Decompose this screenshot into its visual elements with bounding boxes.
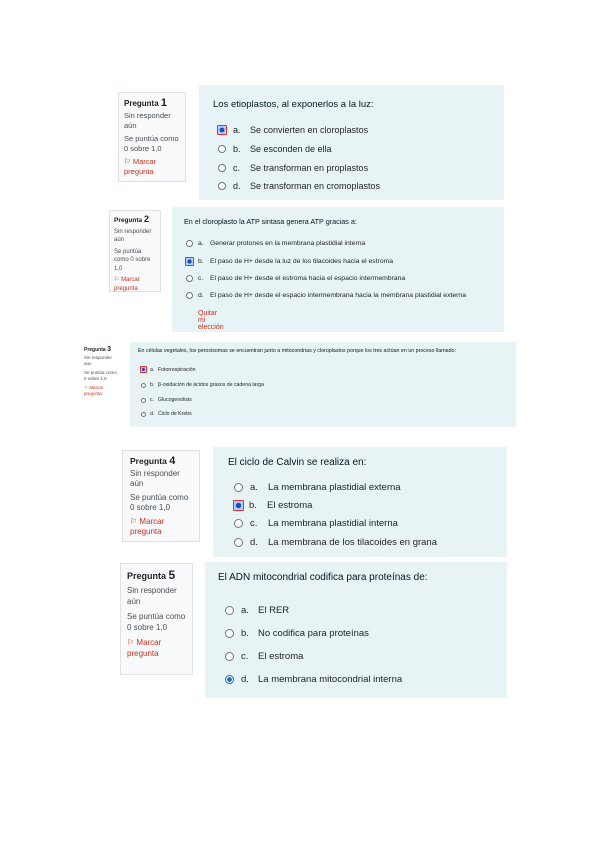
answer-option-d[interactable]: d. La membrana de los tilacoides en grana: [234, 537, 437, 548]
flag-question-link[interactable]: ⚐ Marcar pregunta: [124, 157, 157, 176]
question-score: Se puntúa como 0 sobre 1,0: [114, 248, 151, 272]
radio-icon[interactable]: [218, 182, 226, 190]
answer-option-d[interactable]: d. El paso de H+ desde el espacio intermembrana hacia la membrana plastidial externa: [186, 292, 466, 299]
radio-selected-icon[interactable]: [225, 675, 234, 684]
question-title: Pregunta 1: [124, 97, 168, 109]
question-score: Se puntúa como 0 sobre 1,0: [84, 369, 117, 381]
flag-icon: ⚐: [114, 277, 120, 283]
flag-icon: ⚐: [130, 516, 138, 526]
answer-option-b[interactable]: b. El estroma: [233, 500, 312, 511]
question-title: Pregunta 3: [84, 346, 111, 353]
question-score: Se puntúa como 0 sobre 1,0: [130, 492, 189, 512]
radio-icon[interactable]: [218, 164, 226, 172]
radio-icon[interactable]: [225, 652, 234, 661]
question-text: El ciclo de Calvin se realiza en:: [228, 457, 367, 468]
question-info: [122, 450, 200, 542]
answer-option-c[interactable]: c. Se transforman en proplastos: [218, 163, 368, 173]
answer-option-c[interactable]: c. La membrana plastidial interna: [234, 518, 398, 529]
radio-icon[interactable]: [234, 483, 243, 492]
answer-option-c[interactable]: c. El paso de H+ desde el estroma hacia el espacio intermembrana: [186, 275, 405, 282]
clear-choice-link[interactable]: Quitar mi elección: [198, 310, 224, 331]
radio-marked-icon[interactable]: [140, 366, 147, 373]
answer-option-a[interactable]: a. La membrana plastidial externa: [234, 482, 401, 493]
question-info: [120, 563, 193, 675]
question-title: Pregunta 2: [114, 214, 149, 224]
question-info: [118, 92, 186, 182]
radio-icon[interactable]: [218, 145, 226, 153]
flag-question-link[interactable]: ⚐ Marcar pregunta: [114, 277, 140, 292]
radio-icon[interactable]: [141, 412, 146, 417]
radio-icon[interactable]: [141, 383, 146, 388]
radio-marked-icon[interactable]: [185, 257, 194, 266]
radio-icon[interactable]: [186, 240, 193, 247]
answer-option-a[interactable]: a. Generar protones en la membrana plastidial interna: [186, 240, 365, 247]
flag-icon: ⚐: [127, 638, 135, 647]
flag-question-link[interactable]: ⚐ Marcar pregunta: [84, 384, 104, 396]
question-text: En células vegetales, los peroxisomas se encuentran junto a mitocondrias y cloroplastos porque los tres actúan en un proceso llamado:: [138, 348, 456, 354]
flag-question-link[interactable]: ⚐ Marcar pregunta: [127, 638, 162, 658]
radio-marked-icon[interactable]: [217, 125, 227, 135]
question-info: [109, 210, 161, 292]
answer-option-d[interactable]: d. La membrana mitocondrial interna: [225, 674, 402, 685]
answer-option-b[interactable]: b. El paso de H+ desde la luz de los tilacoides hacia el estroma: [185, 257, 393, 266]
question-text: Los etioplastos, al exponerlos a la luz:: [213, 99, 374, 110]
answer-option-b[interactable]: b. No codifica para proteínas: [225, 628, 369, 639]
question-title: Pregunta 4: [130, 455, 176, 467]
radio-icon[interactable]: [141, 398, 146, 403]
answer-option-b[interactable]: b. Se esconden de ella: [218, 144, 332, 154]
question-text: En el cloroplasto la ATP sintasa genera ATP gracias a:: [184, 217, 357, 226]
question-status: Sin responder aún: [84, 354, 113, 366]
question-score: Se puntúa como 0 sobre 1,0: [124, 134, 179, 153]
flag-icon: ⚐: [84, 384, 89, 390]
flag-icon: ⚐: [124, 157, 131, 166]
answer-option-a[interactable]: a. El RER: [225, 605, 289, 616]
radio-icon[interactable]: [225, 629, 234, 638]
answer-option-a[interactable]: a. Fotorrespiración: [140, 366, 195, 373]
answer-option-a[interactable]: a. Se convierten en cloroplastos: [217, 125, 368, 135]
question-status: Sin responder aún: [124, 111, 171, 130]
radio-icon[interactable]: [225, 606, 234, 615]
answer-option-c[interactable]: c. Glucogenolisis: [141, 397, 192, 403]
question-text: El ADN mitocondrial codifica para proteínas de:: [218, 572, 428, 583]
question-status: Sin responder aún: [127, 586, 177, 606]
radio-icon[interactable]: [234, 519, 243, 528]
radio-icon[interactable]: [234, 538, 243, 547]
question-score: Se puntúa como 0 sobre 1,0: [127, 612, 186, 632]
question-title: Pregunta 5: [127, 568, 176, 582]
question-status: Sin responder aún: [114, 228, 152, 243]
question-info: [80, 343, 122, 413]
radio-icon[interactable]: [186, 292, 193, 299]
radio-icon[interactable]: [186, 275, 193, 282]
answer-option-d[interactable]: d. Ciclo de Krebs: [141, 411, 192, 417]
question-status: Sin responder aún: [130, 468, 180, 488]
answer-option-b[interactable]: b. β-oxidación de ácidos grasos de cadena larga: [141, 382, 264, 388]
answer-option-c[interactable]: c. El estroma: [225, 651, 303, 662]
flag-question-link[interactable]: ⚐ Marcar pregunta: [130, 516, 165, 536]
answer-option-d[interactable]: d. Se transforman en cromoplastos: [218, 181, 380, 191]
radio-marked-icon[interactable]: [233, 500, 244, 511]
